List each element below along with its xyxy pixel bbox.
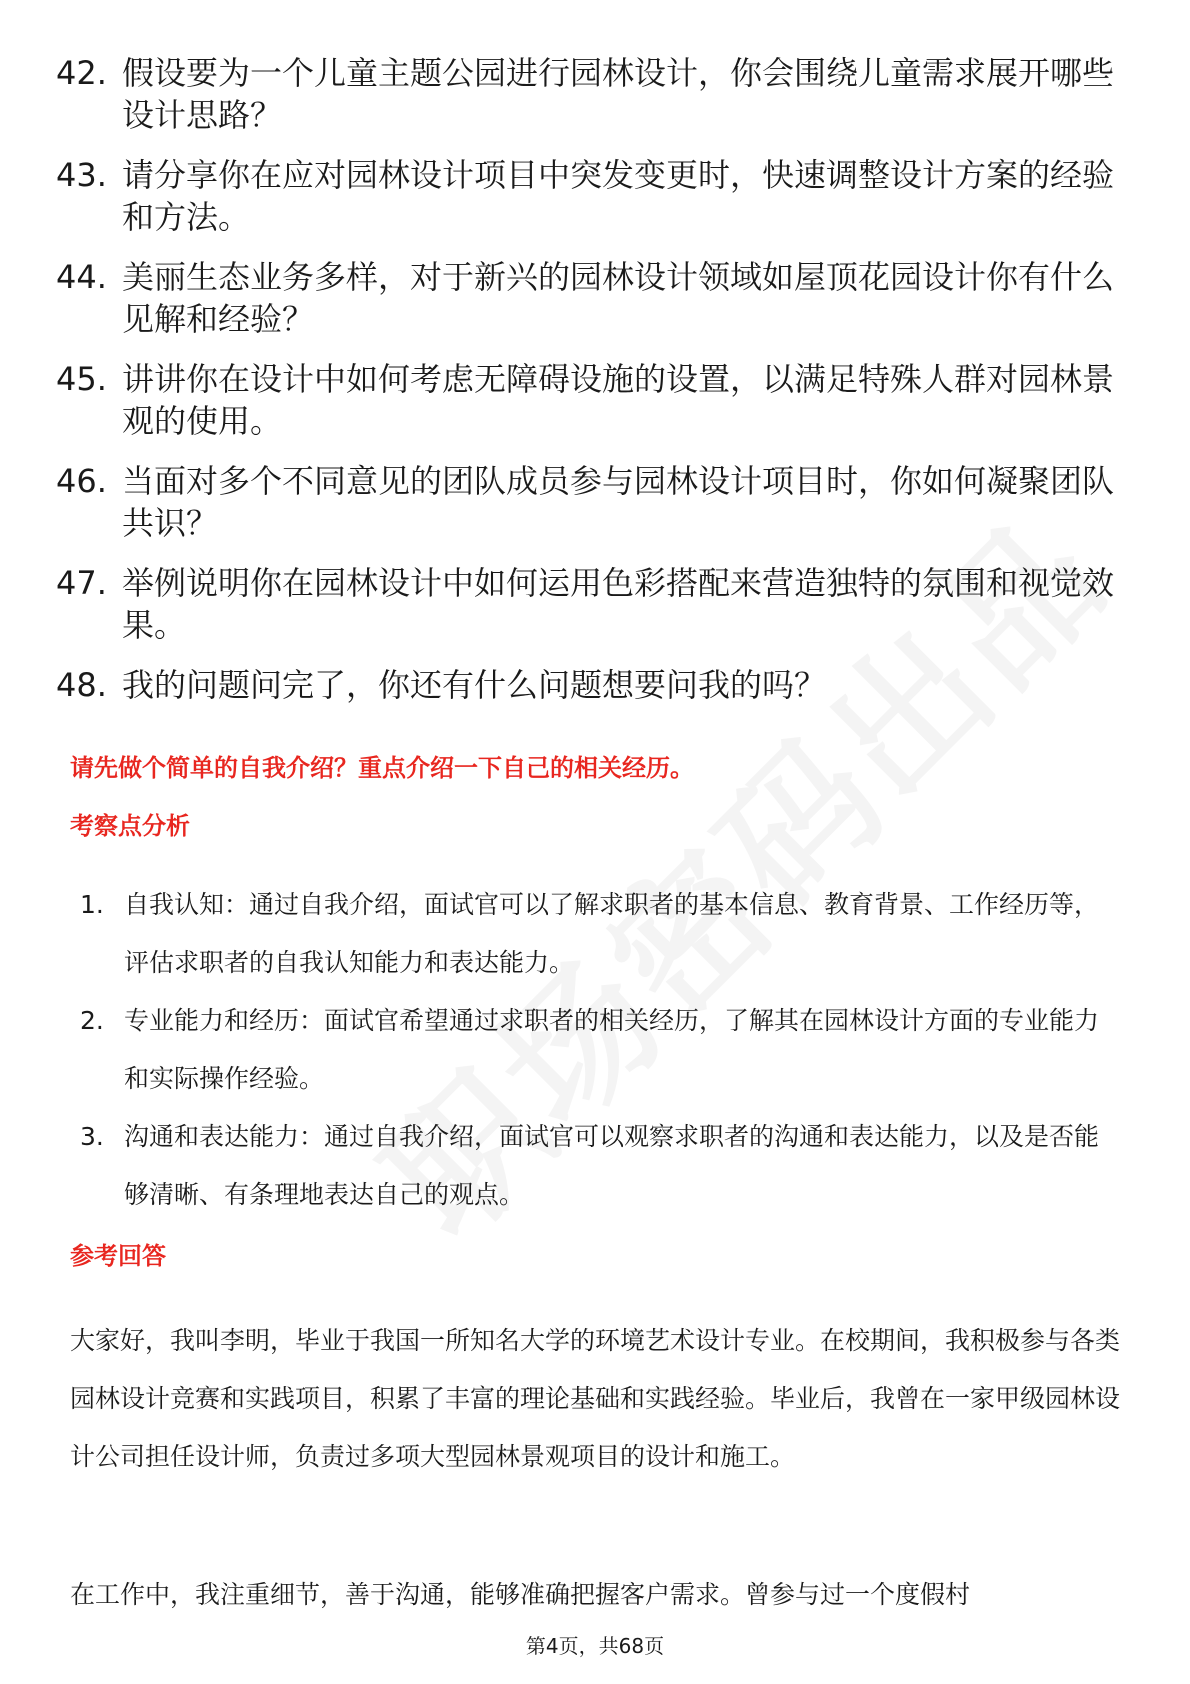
- question-item: [56, 664, 1116, 706]
- question-number: 45.: [56, 360, 107, 398]
- question-text: 当面对多个不同意见的团队成员参与园林设计项目时，你如何凝聚团队共识？: [122, 462, 1115, 542]
- page-footer: 第4页，共68页: [525, 1634, 665, 1658]
- question-number: 46.: [56, 462, 107, 500]
- point-number: 2.: [80, 1006, 104, 1035]
- question-number: 47.: [56, 564, 107, 602]
- analysis-point: [80, 992, 1120, 1108]
- question-text: 美丽生态业务多样，对于新兴的园林设计领域如屋顶花园设计你有什么见解和经验？: [122, 258, 1115, 338]
- analysis-points: [80, 876, 1120, 1224]
- answer-heading: 参考回答: [70, 1242, 166, 1270]
- question-heading: 请先做个简单的自我介绍？重点介绍一下自己的相关经历。: [70, 754, 694, 782]
- question-item: [56, 52, 1116, 136]
- question-item: [56, 256, 1116, 340]
- question-text: 讲讲你在设计中如何考虑无障碍设施的设置，以满足特殊人群对园林景观的使用。: [122, 360, 1115, 440]
- question-item: [56, 562, 1116, 646]
- question-text: 举例说明你在园林设计中如何运用色彩搭配来营造独特的氛围和视觉效果。: [122, 564, 1115, 644]
- point-number: 3.: [80, 1122, 104, 1151]
- analysis-point: [80, 876, 1120, 992]
- question-list: [56, 52, 1116, 724]
- question-number: 44.: [56, 258, 107, 296]
- question-item: [56, 460, 1116, 544]
- answer-paragraph: 大家好，我叫李明，毕业于我国一所知名大学的环境艺术设计专业。在校期间，我积极参与各类园林设计竞赛和实践项目，积累了丰富的理论基础和实践经验。毕业后，我曾在一家甲级园林设计公司担任设计师，负责过多项大型园林景观项目的设计和施工。: [70, 1326, 1121, 1471]
- question-number: 43.: [56, 156, 107, 194]
- answer-paragraph: 在工作中，我注重细节，善于沟通，能够准确把握客户需求。曾参与过一个度假村: [70, 1580, 971, 1609]
- analysis-heading: 考察点分析: [70, 812, 190, 840]
- question-item: [56, 358, 1116, 442]
- question-text: 假设要为一个儿童主题公园进行园林设计，你会围绕儿童需求展开哪些设计思路？: [122, 54, 1115, 134]
- point-number: 1.: [80, 890, 104, 919]
- question-text: 我的问题问完了，你还有什么问题想要问我的吗？: [122, 666, 827, 704]
- question-text: 请分享你在应对园林设计项目中突发变更时，快速调整设计方案的经验和方法。: [122, 156, 1115, 236]
- point-text: 自我认知：通过自我介绍，面试官可以了解求职者的基本信息、教育背景、工作经历等，评估求职者的自我认知能力和表达能力。: [124, 890, 1100, 977]
- analysis-point: [80, 1108, 1120, 1224]
- question-number: 48.: [56, 666, 107, 704]
- question-number: 42.: [56, 54, 107, 92]
- question-item: [56, 154, 1116, 238]
- point-text: 专业能力和经历：面试官希望通过求职者的相关经历，了解其在园林设计方面的专业能力和实际操作经验。: [124, 1006, 1100, 1093]
- point-text: 沟通和表达能力：通过自我介绍，面试官可以观察求职者的沟通和表达能力，以及是否能够清晰、有条理地表达自己的观点。: [124, 1122, 1100, 1209]
